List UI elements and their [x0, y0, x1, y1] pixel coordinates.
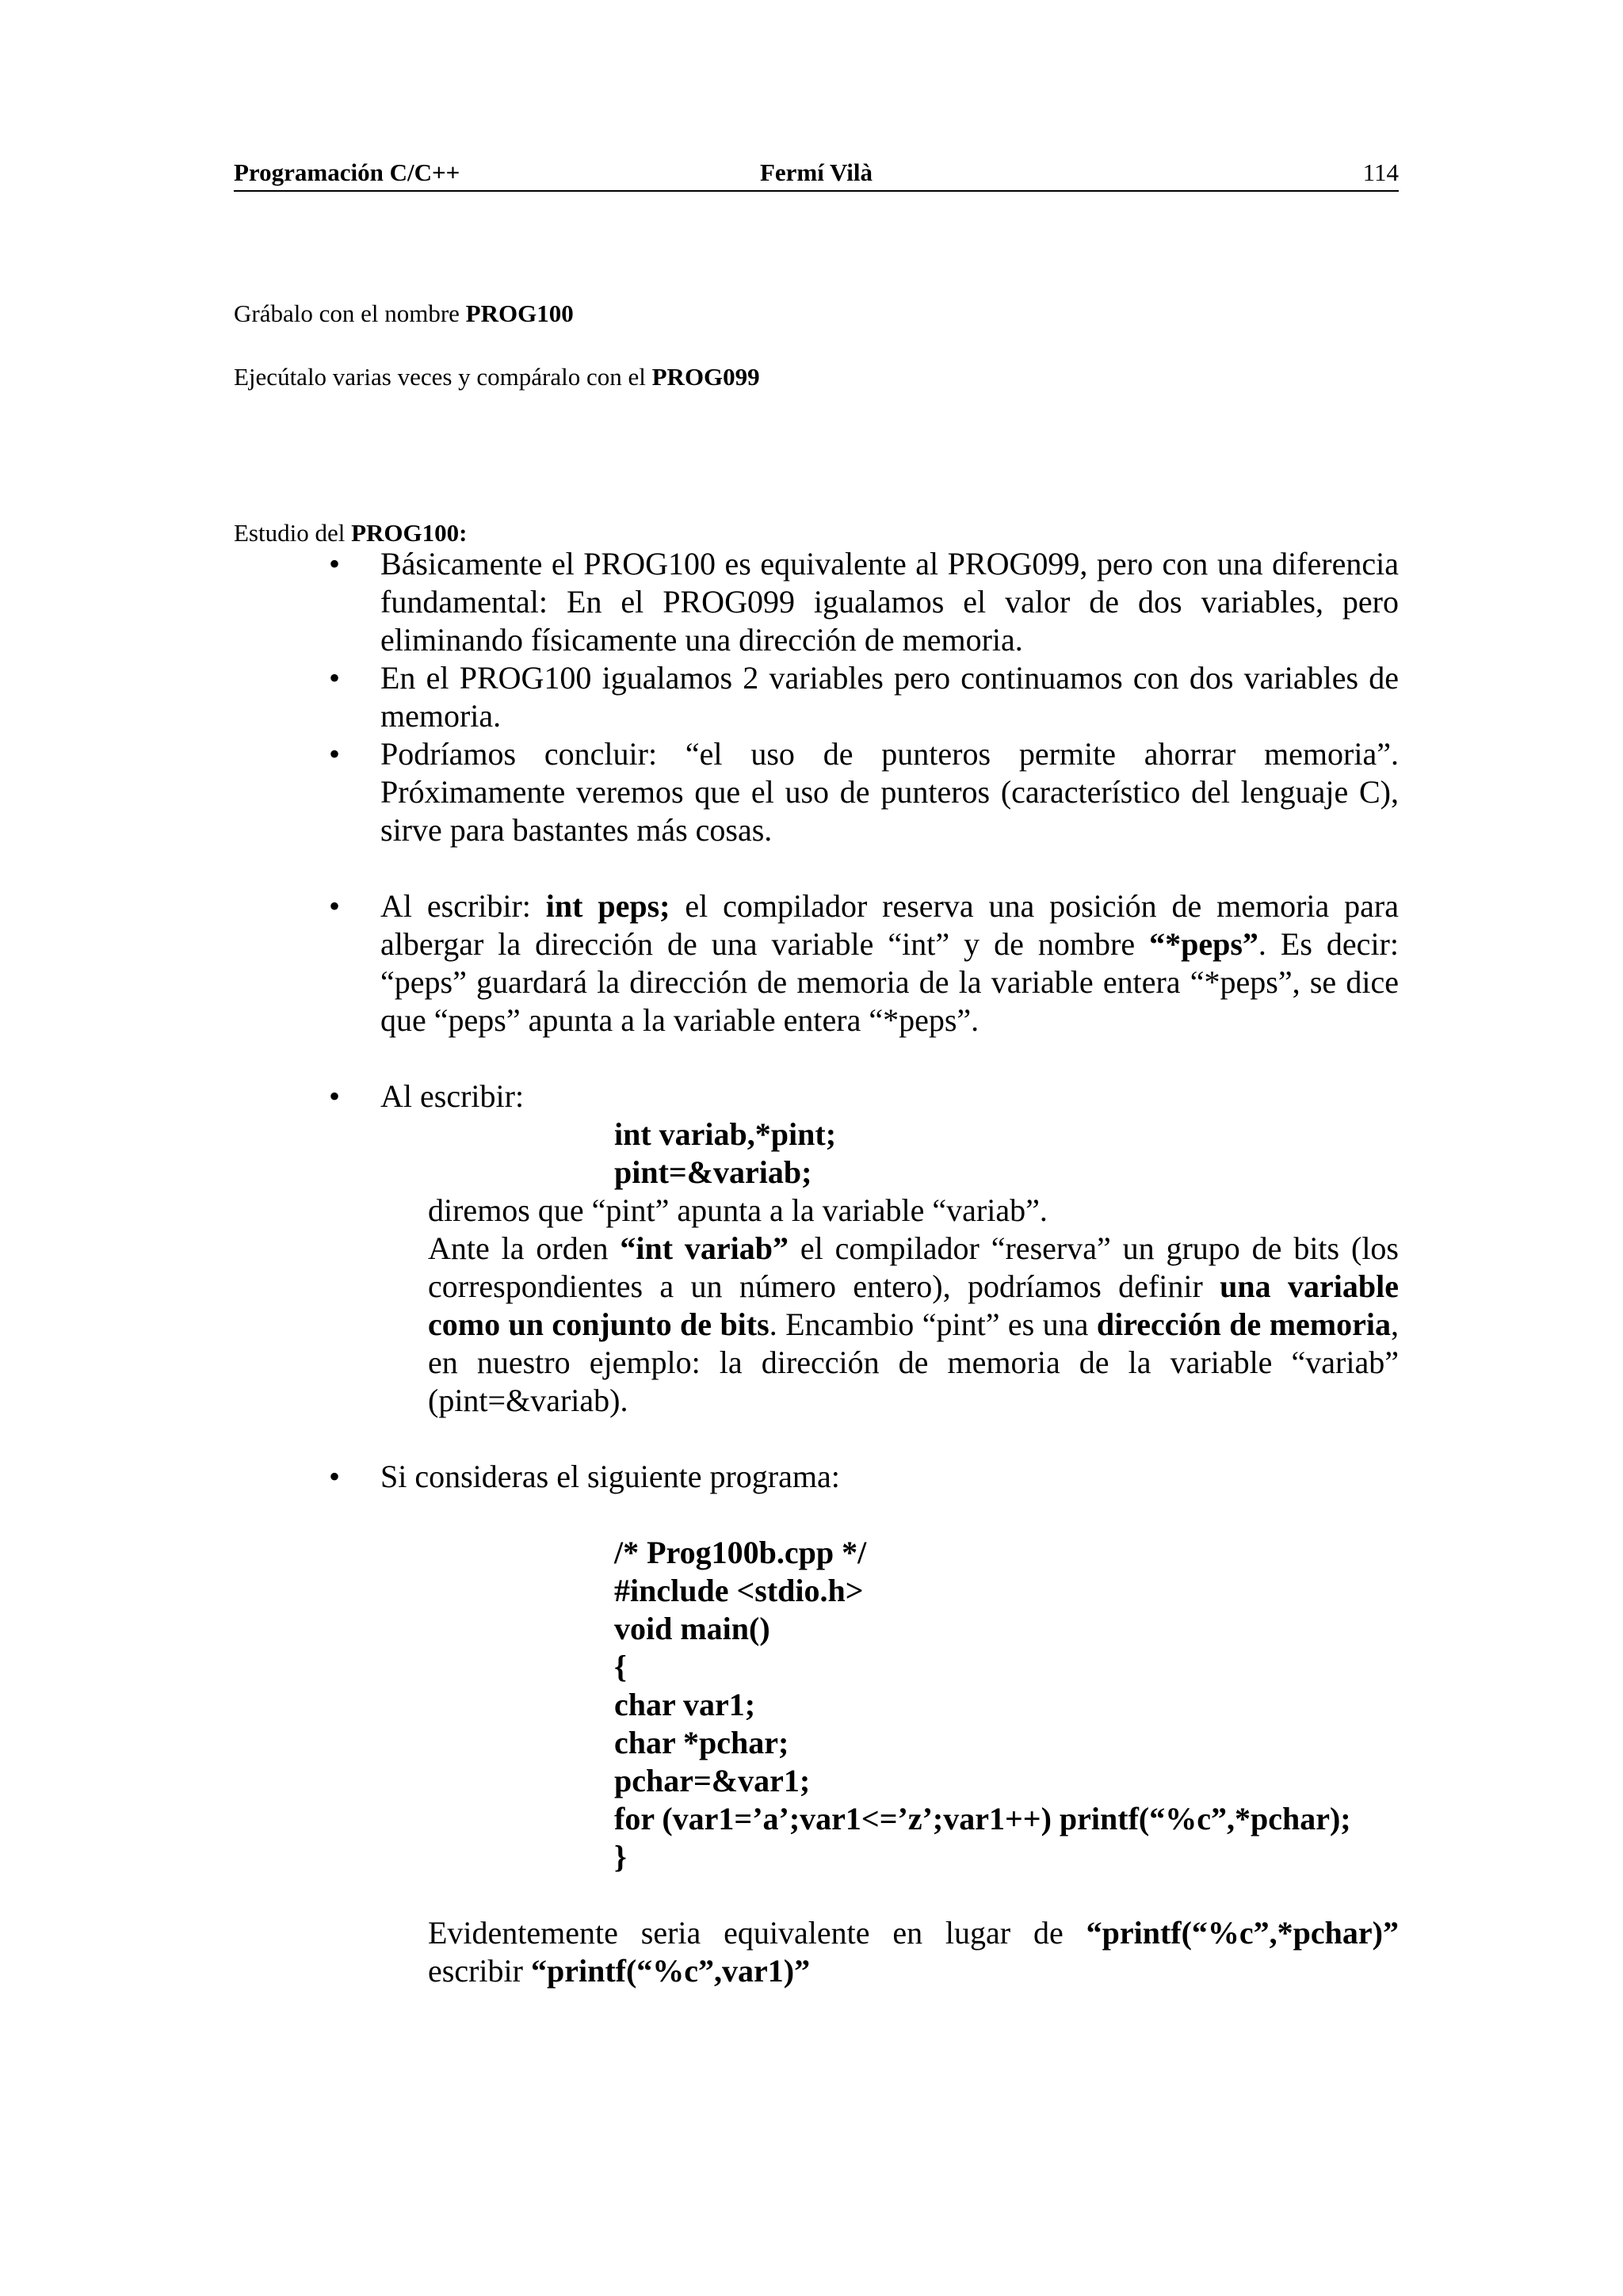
code-line: pint=&variab; — [614, 1154, 812, 1190]
code-line: } — [614, 1839, 627, 1875]
paragraph: diremos que “pint” apunta a la variable “variab”. — [428, 1192, 1048, 1228]
bullet-item: • Si consideras el siguiente programa: — [234, 1458, 1399, 1496]
code-line: #include <stdio.h> — [614, 1573, 864, 1608]
save-instruction: Grábalo con el nombre PROG100 — [234, 299, 574, 327]
code-line: for (var1=’a’;var1<=’z’;var1++) printf(“%c”,*pchar); — [614, 1801, 1351, 1836]
paragraph: Ante la orden “int variab” el compilador “reserva” un grupo de bits (los correspondientes a un número entero), podríamos definir una variable como un conjunto de bits. Encambio “pint” es una dirección de memoria, en nuestro ejemplo: la dirección de memoria de la variable “variab” (pint=&variab). — [428, 1230, 1399, 1418]
spacer — [234, 1876, 1399, 1914]
running-header — [234, 158, 1399, 192]
page-number: 114 — [1362, 158, 1399, 186]
run-instruction: Ejecútalo varias veces y compáralo con el PROG099 — [234, 363, 760, 391]
bullet-item: • Podríamos concluir: “el uso de punteros permite ahorrar memoria”. Próximamente veremos que el uso de punteros (característico del lenguaje C), sirve para bastantes más cosas. — [234, 735, 1399, 849]
header-title: Programación C/C++ — [234, 158, 460, 186]
code-line: /* Prog100b.cpp */ — [614, 1535, 867, 1570]
spacer — [234, 1420, 1399, 1458]
code-line: char *pchar; — [614, 1725, 789, 1760]
spacer — [234, 849, 1399, 887]
code-line: void main() — [614, 1611, 770, 1646]
bullet-item: • En el PROG100 igualamos 2 variables pero continuamos con dos variables de memoria. — [234, 659, 1399, 735]
code-line: int variab,*pint; — [614, 1116, 837, 1152]
spacer — [234, 1496, 1399, 1534]
header-author: Fermí Vilà — [759, 158, 873, 186]
paragraph: Evidentemente seria equivalente en lugar de “printf(“%c”,*pchar)” escribir “printf(“%c”,var1)” — [428, 1915, 1399, 1989]
bullet-item: • Al escribir: int peps; el compilador reserva una posición de memoria para albergar la dirección de una variable “int” y de nombre “*peps”. Es decir: “peps” guardará la dirección de memoria de la variable entera “*peps”, se dice que “peps” apunta a la variable entera “*peps”. — [234, 887, 1399, 1039]
bullet-item: • Al escribir: — [234, 1077, 1399, 1116]
code-line: pchar=&var1; — [614, 1763, 811, 1798]
study-heading: Estudio del PROG100: — [234, 519, 468, 547]
code-line: { — [614, 1649, 627, 1684]
bullet-list — [234, 545, 1399, 1990]
spacer — [234, 1039, 1399, 1077]
bullet-item: • Básicamente el PROG100 es equivalente al PROG099, pero con una diferencia fundamental: En el PROG099 igualamos el valor de dos variables, pero eliminando físicamente una dirección de memoria. — [234, 545, 1399, 659]
code-line: char var1; — [614, 1687, 756, 1722]
